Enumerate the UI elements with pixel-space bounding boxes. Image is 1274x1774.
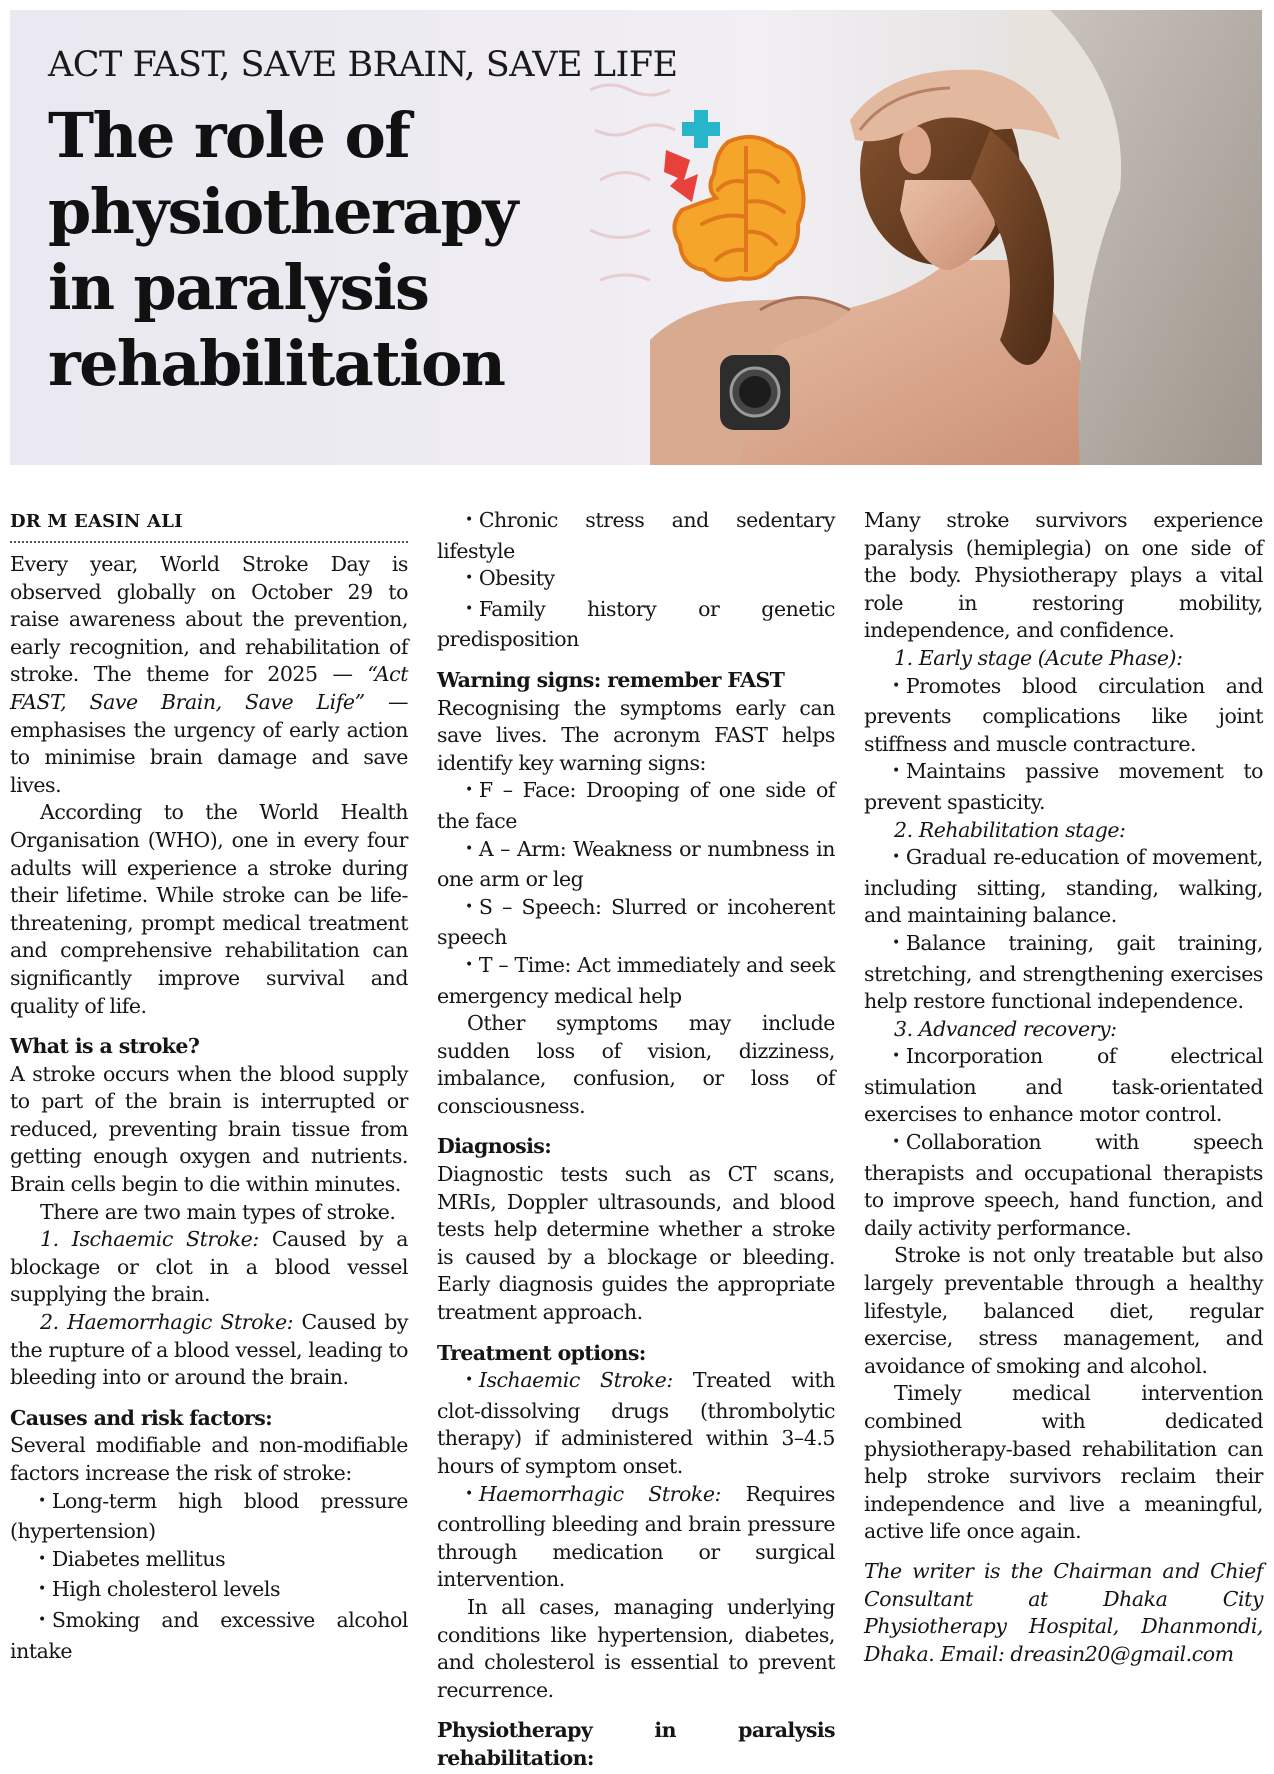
list-item: • Diabetes mellitus <box>38 1546 226 1571</box>
list-item: • Gradual re-education of movement, including sitting, standing, walking, and maintaining balance. <box>864 845 1263 928</box>
who-paragraph: According to the World Health Organisation (WHO), one in every four adults will experience a stroke during their lifetime. While stroke can be life-threatening, prompt medical treatment and comprehensive rehabilitation can significantly improve survival and quality of life. <box>10 800 408 1018</box>
list-item: • Chronic stress and sedentary lifestyle <box>437 508 835 563</box>
header-kicker: ACT FAST, SAVE BRAIN, SAVE LIFE <box>48 45 678 85</box>
stroke-type-item: 1. Ischaemic Stroke: Caused by a blockage or clot in a blood vessel supplying the brain. <box>10 1227 408 1307</box>
paragraph: Other symptoms may include sudden loss of vision, dizziness, imbalance, confusion, or loss of consciousness. <box>437 1011 835 1118</box>
paragraph: Stroke is not only treatable but also largely preventable through a healthy lifestyle, balanced diet, regular exercise, stress management, and avoidance of smoking and alcohol. <box>864 1243 1263 1378</box>
list-item: • T – Time: Act immediately and seek emergency medical help <box>437 952 835 1008</box>
stage-heading: 1. Early stage (Acute Phase): <box>894 645 1183 670</box>
stroke-type-item: 2. Haemorrhagic Stroke: Caused by the rupture of a blood vessel, leading to bleeding into or around the brain. <box>10 1310 409 1390</box>
list-item: • Maintains passive movement to prevent spasticity. <box>864 759 1263 814</box>
section-heading: Diagnosis: <box>437 1134 552 1159</box>
list-item: • Incorporation of electrical stimulation and task-orientated exercises to enhance motor control. <box>864 1044 1263 1127</box>
list-item: • Collaboration with speech therapists and occupational therapists to improve speech, hand function, and daily activity performance. <box>864 1130 1263 1240</box>
intro-paragraph: Every year, World Stroke Day is observed globally on October 29 to raise awareness about the prevention, early recognition, and rehabilitation of stroke. The theme for 2025 — “Act FAST, Save Brain, Save Life” — emphasises the urgency of early action to minimise brain damage and save lives. <box>10 552 408 797</box>
paragraph: Recognising the symptoms early can save lives. The acronym FAST helps identify key warning signs: <box>437 695 835 775</box>
paragraph: Many stroke survivors experience paralysis (hemiplegia) on one side of the body. Physiotherapy plays a vital role in restoring mobility, independence, and confidence. <box>864 508 1263 643</box>
stage-heading: 3. Advanced recovery: <box>894 1016 1117 1041</box>
list-item: • Long-term high blood pressure (hypertension) <box>10 1488 408 1544</box>
byline: DR M EASIN ALI <box>10 507 408 543</box>
list-item: • Promotes blood circulation and prevents complications like joint stiffness and muscle contracture. <box>864 673 1263 756</box>
paragraph: There are two main types of stroke. <box>40 1199 396 1224</box>
brain-lightning-plus-icon <box>658 102 808 292</box>
title-line: physiotherapy <box>48 175 517 248</box>
paragraph: Diagnostic tests such as CT scans, MRIs, Doppler ultrasounds, and blood tests help determine whether a stroke is caused by a blockage or bleeding. Early diagnosis guides the appropriate treatment approach. <box>437 1162 835 1325</box>
list-item: • High cholesterol levels <box>38 1577 281 1602</box>
title-line: The role of <box>48 99 410 172</box>
paragraph: In all cases, managing underlying conditions like hypertension, diabetes, and cholesterol is essential to prevent recurrence. <box>437 1594 835 1702</box>
paragraph: Several modifiable and non-modifiable factors increase the risk of stroke: <box>10 1433 408 1485</box>
article-column-1 <box>10 507 408 1665</box>
list-item: • Obesity <box>465 566 555 591</box>
list-item: • Family history or genetic predisposition <box>437 596 835 652</box>
article-column-2 <box>437 507 835 1773</box>
section-heading: Warning signs: remember FAST <box>437 667 785 692</box>
list-item: • S – Speech: Slurred or incoherent speech <box>437 894 835 950</box>
title-line: rehabilitation <box>48 327 505 400</box>
list-item: • F – Face: Drooping of one side of the face <box>437 778 835 833</box>
author-credit: The writer is the Chairman and Chief Consultant at Dhaka City Physiotherapy Hospital, Dhanmondi, Dhaka. Email: dreasin20@gmail.com <box>864 1558 1263 1666</box>
list-item: • Ischaemic Stroke: Treated with clot-dissolving drugs (thrombolytic therapy) if administered within 3–4.5 hours of symptom onset. <box>437 1368 835 1478</box>
section-heading: Causes and risk factors: <box>10 1405 273 1430</box>
list-item: • Balance training, gait training, stretching, and strengthening exercises help restore functional independence. <box>864 930 1263 1014</box>
header-banner <box>10 10 1262 465</box>
list-item: • Smoking and excessive alcohol intake <box>10 1607 408 1663</box>
article-column-3 <box>864 507 1263 1668</box>
section-heading: What is a stroke? <box>10 1034 200 1059</box>
paragraph: A stroke occurs when the blood supply to part of the brain is interrupted or reduced, preventing brain tissue from getting enough oxygen and nutrients. Brain cells begin to die within minutes. <box>10 1061 408 1197</box>
title-line: in paralysis <box>48 251 429 324</box>
article-title <box>48 98 688 402</box>
theme-quote: “Act FAST, Save Brain, Save Life” <box>10 662 408 714</box>
list-item: • A – Arm: Weakness or numbness in one arm or leg <box>437 836 835 892</box>
list-item: • Haemorrhagic Stroke: Requires controlling bleeding and brain pressure through medication or surgical intervention. <box>437 1481 835 1592</box>
paragraph: Timely medical intervention combined with dedicated physiotherapy-based rehabilitation can help stroke survivors reclaim their independence and live a meaningful, active life once again. <box>864 1381 1263 1544</box>
stage-heading: 2. Rehabilitation stage: <box>894 817 1126 842</box>
section-heading: Physiotherapy in paralysis rehabilitation: <box>437 1718 835 1770</box>
section-heading: Treatment options: <box>437 1340 646 1365</box>
